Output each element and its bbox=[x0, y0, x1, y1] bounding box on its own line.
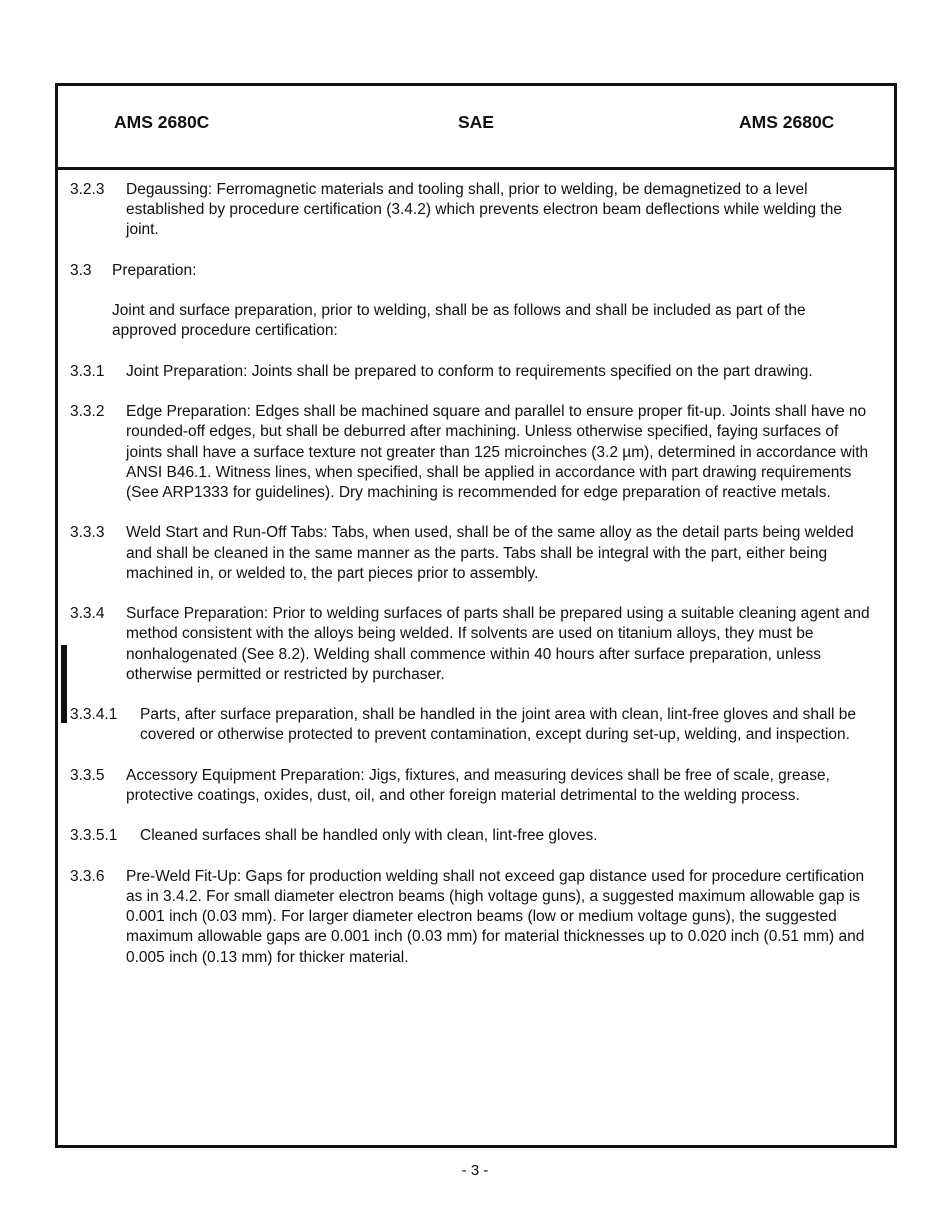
section-3-3-5 bbox=[70, 766, 870, 806]
page-header bbox=[58, 86, 894, 170]
section-text: Preparation: bbox=[112, 261, 197, 279]
section-number: 3.3.6 bbox=[70, 867, 105, 885]
section-3-2-3 bbox=[70, 180, 870, 241]
section-3-3 bbox=[70, 261, 870, 281]
section-3-3-1 bbox=[70, 362, 870, 382]
section-text: Parts, after surface preparation, shall be handled in the joint area with clean, lint-free gloves and shall be covered or otherwise protected to prevent contamination, except during set-up, welding, and inspection. bbox=[140, 706, 857, 744]
section-number: 3.3.5 bbox=[70, 766, 105, 784]
section-number: 3.2.3 bbox=[70, 181, 105, 198]
section-text: Joint and surface preparation, prior to welding, shall be as follows and shall be included as part of the approved procedure certification: bbox=[112, 302, 806, 340]
section-text: Weld Start and Run-Off Tabs: Tabs, when used, shall be of the same alloy as the detail parts being welded and shall be cleaned in the same manner as the parts. Tabs shall be integral with the part, either being machined in, or welded to, the part pieces prior to assembly. bbox=[126, 524, 854, 582]
section-text: Degaussing: Ferromagnetic materials and tooling shall, prior to welding, be demagnetized to a level established by procedure certification (3.4.2) which prevents electron beam deflections while welding the joint. bbox=[126, 181, 842, 239]
section-3-3-intro bbox=[70, 301, 870, 341]
header-document-id-right: AMS 2680C bbox=[739, 112, 835, 132]
section-number: 3.3 bbox=[70, 261, 92, 279]
document-body bbox=[70, 180, 870, 988]
section-3-3-2 bbox=[70, 402, 870, 503]
section-text: Cleaned surfaces shall be handled only with clean, lint-free gloves. bbox=[140, 827, 598, 845]
section-3-3-4-1 bbox=[70, 705, 870, 745]
section-number: 3.3.4.1 bbox=[70, 706, 118, 724]
header-document-id-left: AMS 2680C bbox=[114, 112, 210, 132]
section-text: Joint Preparation: Joints shall be prepared to conform to requirements specified on the part drawing. bbox=[126, 362, 813, 380]
section-3-3-5-1 bbox=[70, 826, 870, 846]
section-number: 3.3.4 bbox=[70, 605, 105, 623]
section-3-3-3 bbox=[70, 523, 870, 584]
section-number: 3.3.3 bbox=[70, 524, 105, 542]
header-organization: SAE bbox=[458, 112, 494, 132]
page-number: - 3 - bbox=[461, 1162, 489, 1179]
section-3-3-6 bbox=[70, 867, 870, 968]
section-text: Edge Preparation: Edges shall be machined square and parallel to ensure proper fit-up. Joints shall have no rounded-off edges, but shall be deburred after machining. Unless otherwise specified, faying surfaces of joints shall have a surface texture not greater than 125 microinches (3.2 µm), determined in accordance with ANSI B46.1. Witness lines, when specified, shall be applied in accordance with part drawing requirements (See ARP1333 for guidelines). Dry machining is recommended for edge preparation of reactive metals. bbox=[126, 403, 869, 501]
revision-change-bar bbox=[61, 645, 67, 723]
section-number: 3.3.1 bbox=[70, 362, 105, 380]
section-text: Surface Preparation: Prior to welding surfaces of parts shall be prepared using a suitable cleaning agent and method consistent with the alloys being welded. If solvents are used on titanium alloys, they must be nonhalogenated (See 8.2). Welding shall commence within 40 hours after surface preparation, unless otherwise permitted or restricted by purchaser. bbox=[126, 605, 870, 683]
page-frame bbox=[55, 83, 897, 1148]
section-text: Pre-Weld Fit-Up: Gaps for production welding shall not exceed gap distance used for procedure certification as in 3.4.2. For small diameter electron beams (high voltage guns), a suggested maximum allowable gap is 0.001 inch (0.03 mm). For larger diameter electron beams (low or medium voltage guns), the suggested maximum allowable gaps are 0.001 inch (0.03 mm) for material thicknesses up to 0.020 inch (0.51 mm) and 0.005 inch (0.13 mm) for thicker material. bbox=[126, 867, 865, 966]
section-number: 3.3.5.1 bbox=[70, 827, 118, 845]
section-text: Accessory Equipment Preparation: Jigs, fixtures, and measuring devices shall be free of scale, grease, protective coatings, oxides, dust, oil, and other foreign material detrimental to the welding process. bbox=[126, 766, 830, 804]
section-3-3-4 bbox=[70, 604, 870, 685]
section-number: 3.3.2 bbox=[70, 403, 105, 421]
